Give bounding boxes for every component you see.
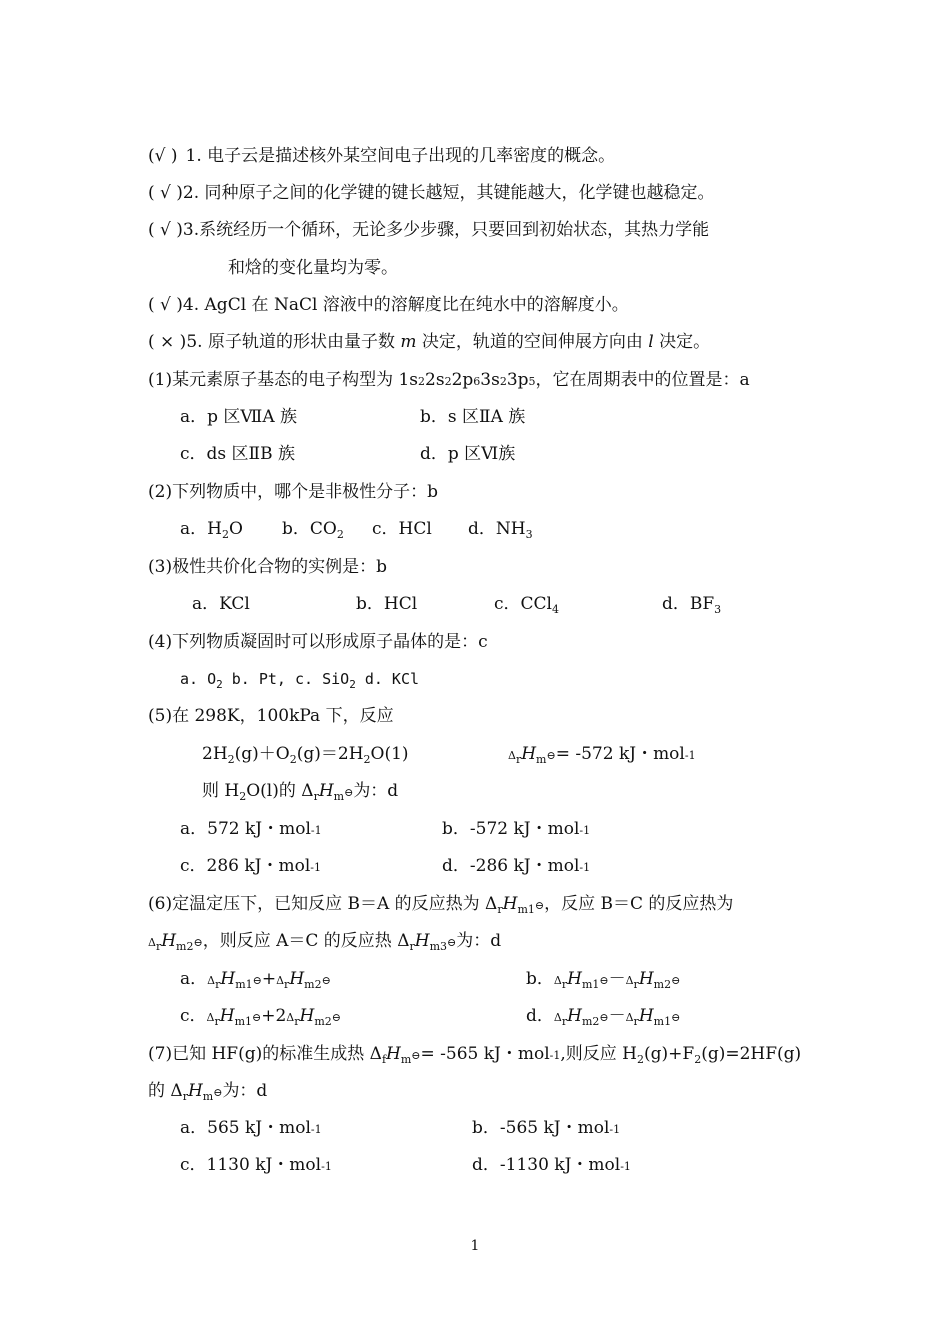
q6-stem-line2 [148,930,501,954]
delta: Δ [206,1011,215,1024]
t: 则 H [202,781,240,801]
q4-b: b. Pt, [231,670,286,688]
exp: 6 [473,375,481,388]
sub: m [536,753,547,766]
t: d．NH [468,519,526,539]
exp: -1 [579,861,591,874]
t: O(l)的 Δ [246,781,314,801]
sub: m2 [314,1015,332,1028]
q4-stem: (4)下列物质凝固时可以形成原子晶体的是：c [148,632,488,652]
delta: Δ [508,749,516,762]
answer-mark: ( × ) [148,332,187,352]
t: (7)已知 HF(g)的标准生成热 Δ [148,1044,382,1064]
sub: 3 [525,528,533,541]
t: 2H [202,744,228,764]
theta: ⊖ [252,1011,262,1024]
sub: 2 [336,528,344,541]
sub: m [202,1090,214,1103]
sub: m2 [581,1015,600,1028]
q2-option-c: c．HCl [372,519,432,539]
t: a． [180,969,208,989]
exp: -1 [310,1123,322,1136]
answer-mark: (√ ) [148,146,178,166]
t: +2 [261,1006,287,1026]
delta: Δ [276,974,285,987]
orb: 3s [480,370,500,390]
sub: r [633,1015,639,1028]
exp: -1 [310,861,321,874]
t: (6)定温定压下，已知反应 B＝A 的反应热为 Δ [148,894,498,914]
tf-item-4 [148,294,629,316]
sub: 3 [714,603,722,616]
H: H [289,969,305,989]
H: H [567,1006,582,1026]
delta: Δ [625,974,634,987]
t: (g)+F [644,1044,695,1064]
sub: 4 [551,603,559,616]
H: H [502,894,518,914]
var-m: m [400,332,417,352]
t: 为：d [222,1081,268,1101]
theta: ⊖ [193,936,203,949]
q7-option-d [472,1154,631,1178]
t: c． [180,1006,207,1026]
t: O [228,519,243,539]
q5-then [202,780,398,804]
t: d．BF [662,594,715,614]
orb: 2s [425,370,445,390]
sub: m1 [581,978,600,991]
sub: m [400,1053,412,1066]
orb: 2p [451,370,474,390]
theta: ⊖ [599,974,609,987]
page-number: 1 [470,1238,480,1254]
sub: r [313,790,319,803]
statement: 1. 电子云是描述核外某空间电子出现的几率密度的概念。 [185,146,616,166]
theta: ⊖ [344,786,354,799]
exp: -1 [579,824,591,837]
q7-option-a [180,1117,322,1141]
H: H [187,1081,203,1101]
theta: ⊖ [599,1011,609,1024]
q1-stem [148,369,750,393]
var-l: l [648,332,654,352]
exp: 2 [444,375,452,388]
delta: Δ [625,1011,634,1024]
t: 的 Δ [148,1081,183,1101]
t: c．1130 kJ・mol [180,1155,322,1175]
q2-stem: (2)下列物质中，哪个是非极性分子：b [148,482,438,502]
theta: ⊖ [546,749,556,762]
t: ，反应 B＝C 的反应热为 [544,894,734,914]
sub: 2 [227,753,235,766]
t: 为：d [456,931,502,951]
sub: f [381,1053,387,1066]
tf-item-3 [148,219,709,241]
sub: m1 [234,1015,253,1028]
theta: ⊖ [534,899,545,912]
t: a．565 kJ・mol [180,1118,311,1138]
theta: ⊖ [321,974,331,987]
q1-option-d: d．p 区Ⅵ族 [420,444,516,464]
q2-option-d [468,518,533,540]
theta: ⊖ [671,974,681,987]
t: O(1) [370,744,409,764]
sub: r [633,978,639,991]
sub: m1 [653,1015,672,1028]
q4-c: c. SiO [295,670,350,688]
sub: 2 [216,678,223,691]
sub: m [333,790,345,803]
exp: -1 [321,1160,332,1173]
statement: 3.系统经历一个循环，无论多少步骤，只要回到初始状态，其热力学能 [182,220,710,240]
sub: 2 [637,1053,645,1066]
sub: m2 [304,978,322,991]
q6-stem-line1 [148,893,733,917]
q5-option-d [442,855,590,879]
tf-item-5 [148,331,710,353]
sub: 2 [694,1053,702,1066]
exp: -1 [609,1123,621,1136]
q6-option-c [180,1005,341,1029]
q2-option-b [282,518,344,540]
q4-a: a. O [180,670,217,688]
H: H [220,969,236,989]
t: (g)＋O [234,744,290,764]
sub: r [515,753,522,766]
exp: -1 [684,749,696,762]
t: c．286 kJ・mol [180,856,311,876]
q5-stem: (5)在 298K，100kPa 下，反应 [148,706,394,726]
t: a．572 kJ・mol [180,819,311,839]
sub: r [182,1090,188,1103]
H: H [318,781,334,801]
statement-part: 决定。 [659,332,711,352]
t: b． [526,969,554,989]
H: H [521,744,537,764]
sub: r [294,1015,300,1028]
q3-option-a: a．KCl [192,594,250,614]
answer-mark: ( √ ) [148,183,183,203]
t: ,则反应 H [560,1044,638,1064]
q7-option-b [472,1117,620,1141]
sub: 2 [289,753,297,766]
q1-option-a: a．p 区ⅦA 族 [180,407,298,427]
sub: r [284,978,290,991]
H: H [219,1006,235,1026]
H: H [567,969,582,989]
exp: -1 [620,1160,631,1173]
sub: r [497,903,503,916]
sub: 2 [349,678,356,691]
tf-item-2 [148,182,715,204]
t: b．CO [282,519,337,539]
exp: -1 [549,1049,561,1062]
H: H [299,1006,315,1026]
t: － [608,1006,626,1026]
sub: 2 [221,528,229,541]
t: 为：d [353,781,399,801]
q5-reaction [202,743,409,765]
q1-option-b: b．s 区ⅡA 族 [420,407,526,427]
theta: ⊖ [331,1011,341,1024]
t: ，则反应 A＝C 的反应热 Δ [202,931,410,951]
sub: r [561,1015,568,1028]
exp: 2 [418,375,426,388]
q1-text: (1)某元素原子基态的电子构型为 1s [148,370,419,390]
H: H [161,931,177,951]
exp: -1 [310,824,322,837]
t: － [608,969,626,989]
q3-stem: (3)极性共价化合物的实例是：b [148,557,387,577]
t: (g)=2HF(g) [701,1044,802,1064]
q7-option-c [180,1154,332,1178]
statement-part: 决定，轨道的空间伸展方向由 [421,332,643,352]
exp: 5 [528,375,536,388]
theta: ⊖ [252,974,262,987]
delta: Δ [553,1011,562,1024]
H: H [414,931,430,951]
q1-text: ，它在周期表中的位置是：a [535,370,750,390]
answer-mark: ( √ ) [148,295,183,315]
q3-option-d [662,593,721,615]
t: = -565 kJ・mol [420,1044,550,1064]
sub: 2 [363,753,371,766]
sub: m2 [176,940,194,953]
statement-part: 5. 原子轨道的形状由量子数 [186,332,395,352]
q4-d: d. KCl [364,670,420,688]
q6-option-d [526,1005,680,1029]
q7-stem-line1 [148,1043,801,1067]
delta: Δ [207,974,216,987]
theta: ⊖ [671,1011,681,1024]
delta: Δ [553,974,562,987]
sub: m1 [235,978,253,991]
theta: ⊖ [213,1086,223,1099]
statement: 4. AgCl 在 NaCl 溶液中的溶解度比在纯水中的溶解度小。 [182,295,629,315]
q2-option-a [180,518,243,540]
q4-options [180,668,419,690]
tf-item-3-continuation: 和焓的变化量均为零。 [228,258,398,278]
sub: r [214,1015,220,1028]
q1-option-c: c．ds 区ⅡB 族 [180,444,295,464]
t: d．-1130 kJ・mol [472,1155,621,1175]
statement: 2. 同种原子之间的化学键的键长越短，其键能越大，化学键也越稳定。 [182,183,715,203]
q5-option-a [180,818,322,842]
t: (g)＝2H [296,744,364,764]
tf-item-1 [148,145,615,167]
t: = -572 kJ・mol [555,744,685,764]
t: b．-572 kJ・mol [442,819,580,839]
q6-option-b [526,968,680,992]
sub: r [409,940,415,953]
q6-option-a [180,968,331,992]
t: + [261,969,277,989]
exp: 2 [499,375,507,388]
sub: m2 [653,978,672,991]
t: d． [526,1006,554,1026]
answer-mark: ( √ ) [148,220,183,240]
H: H [386,1044,401,1064]
t: b．-565 kJ・mol [472,1118,610,1138]
t: a．H [180,519,222,539]
theta: ⊖ [447,936,457,949]
q7-stem-line2 [148,1080,267,1104]
q5-option-c [180,855,321,879]
sub: r [155,940,162,953]
q5-option-b [442,818,590,842]
sub: r [561,978,568,991]
sub: m1 [517,903,535,916]
q3-option-b: b．HCl [356,594,418,614]
delta: Δ [148,936,156,949]
sub: r [215,978,221,991]
H: H [638,969,654,989]
H: H [638,1006,654,1026]
sub: m3 [429,940,448,953]
delta: Δ [286,1011,295,1024]
orb: 3p [506,370,529,390]
q3-option-c [494,593,559,615]
t: c．CCl [494,594,552,614]
theta: ⊖ [411,1049,421,1062]
sub: 2 [239,790,247,803]
t: d．-286 kJ・mol [442,856,580,876]
q5-enthalpy [508,743,696,767]
